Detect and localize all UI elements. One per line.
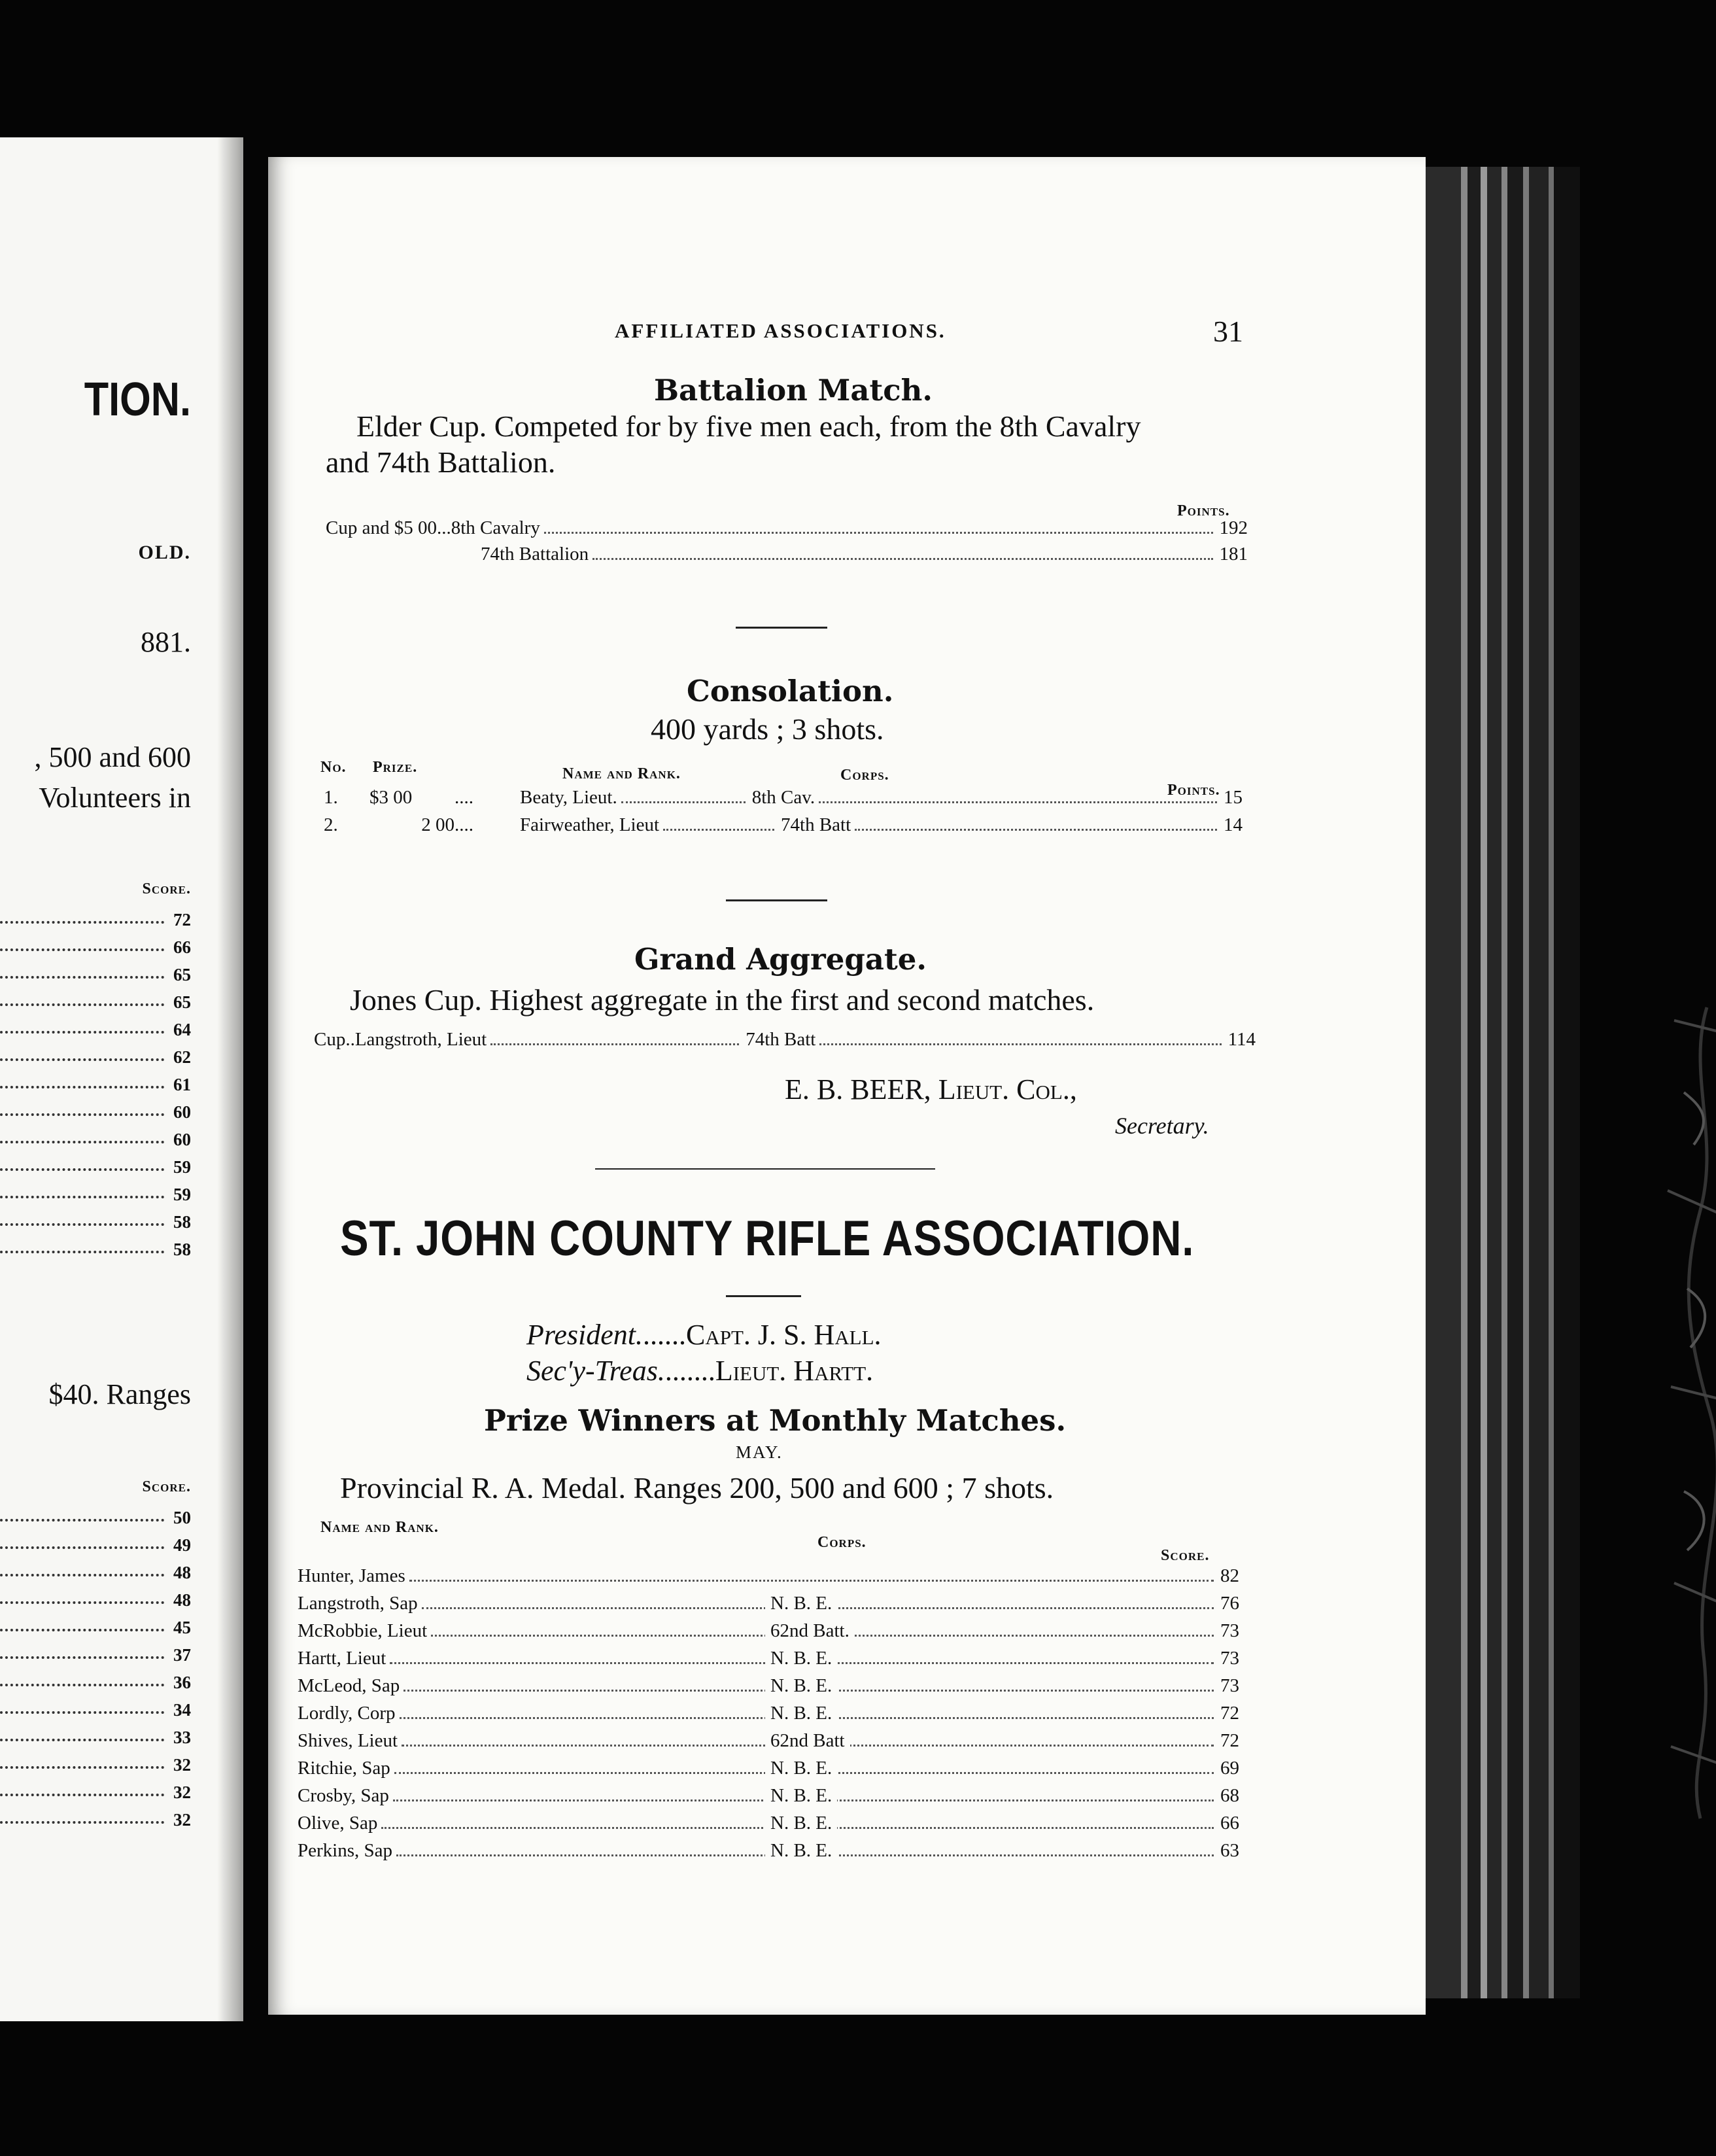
left-score-row [0,1151,191,1177]
winner-row [298,1618,1239,1642]
left-score-value: 65 [173,965,191,984]
winner-score: 69 [1220,1758,1239,1779]
section-rule [726,899,827,901]
winner-name: Shives, Lieut [298,1730,398,1751]
consolation-subtitle: 400 yards ; 3 shots. [651,712,884,746]
left-score-value: 33 [173,1728,191,1747]
left-score-row [0,1069,191,1095]
battalion-points: 181 [1219,544,1248,565]
left-intro-line-2: Volunteers in [39,782,191,814]
winner-name: Perkins, Sap [298,1840,392,1861]
handwritten-margin-note [1648,994,1716,1832]
consolation-points: 14 [1224,814,1243,835]
battalion-row [326,515,1248,539]
left-score-value: 34 [173,1700,191,1720]
left-score-row [0,1694,191,1720]
section-rule [736,627,827,629]
winners-header-corps: Corps. [817,1534,867,1551]
month-label: MAY. [736,1442,783,1462]
consolation-header-prize: Prize. [373,759,418,776]
left-score-value: 59 [173,1157,191,1177]
consolation-row: 1. $3 00 .... Beaty, Lieut. 8th Cav. 15 [324,787,1243,808]
winner-row [298,1783,1239,1807]
battalion-desc-line-1: Elder Cup. Competed for by five men each, from the 8th Cavalry [356,409,1141,443]
winner-corps: N. B. E. [765,1675,837,1697]
winner-score: 72 [1220,1730,1239,1751]
winner-score: 73 [1220,1620,1239,1641]
grand-aggregate-name: Langstroth, Lieut [354,1029,487,1050]
left-score-value: 58 [173,1240,191,1259]
winner-name: Hartt, Lieut [298,1648,386,1669]
winner-score: 76 [1220,1593,1239,1614]
left-score-row [0,1179,191,1205]
consolation-row: 2. 2 00 .... Fairweather, Lieut 74th Batt 14 [324,814,1243,835]
left-score-row [0,1777,191,1803]
left-score-value: 59 [173,1185,191,1204]
grand-aggregate-points: 114 [1227,1029,1256,1050]
left-score-value: 32 [173,1782,191,1802]
page-number: 31 [1213,315,1243,348]
left-score-row [0,904,191,930]
left-score-row [0,1502,191,1528]
winner-score: 73 [1220,1648,1239,1669]
left-score-value: 65 [173,992,191,1012]
winners-header-score: Score. [1161,1547,1210,1564]
left-score-header-2: Score. [142,1478,191,1495]
left-score-row [0,1041,191,1068]
left-score-value: 60 [173,1102,191,1122]
battalion-row [481,542,1248,565]
left-score-row [0,1234,191,1260]
grand-aggregate-prize: Cup.. [314,1029,355,1050]
left-score-row [0,1612,191,1638]
consolation-no: 2. [324,814,338,835]
left-score-row [0,1557,191,1583]
prize-winners-title: Prize Winners at Monthly Matches. [484,1403,1067,1438]
battalion-corps: 8th Cavalry [451,517,540,538]
secretary-line: Sec'y-Treas........Lieut. Hartt. [526,1355,874,1387]
left-score-row [0,1124,191,1150]
grand-aggregate-corps: 74th Batt [746,1029,816,1050]
winner-row [298,1673,1239,1697]
left-score-value: 64 [173,1020,191,1039]
winner-score: 68 [1220,1785,1239,1806]
left-score-row [0,986,191,1013]
left-score-value: 72 [173,910,191,930]
page-gutter-shadow [217,137,243,2021]
left-score-row [0,1722,191,1748]
consolation-corps: 8th Cav. [751,787,815,808]
left-score-value: 49 [173,1535,191,1555]
left-score-value: 36 [173,1673,191,1692]
winner-corps: N. B. E. [765,1703,837,1724]
left-score-value: 50 [173,1508,191,1527]
winner-row [298,1838,1239,1862]
left-score-row [0,931,191,958]
winner-corps: N. B. E. [765,1593,837,1614]
winner-name: Olive, Sap [298,1813,378,1834]
left-score-row [0,1529,191,1556]
left-score-row [0,1804,191,1830]
consolation-header-points: Points. [1167,782,1220,799]
left-subhead-fragment: OLD. [138,542,191,563]
battalion-points: 192 [1219,517,1248,538]
winner-name: Lordly, Corp [298,1703,396,1724]
left-score-value: 32 [173,1755,191,1775]
left-score-value: 61 [173,1075,191,1094]
winner-row [298,1728,1239,1752]
battalion-desc-line-2: and 74th Battalion. [326,445,556,479]
left-score-value: 37 [173,1645,191,1665]
left-score-row [0,959,191,985]
consolation-corps: 74th Batt [781,814,851,835]
grand-aggregate-row [314,1027,1256,1051]
left-score-value: 66 [173,937,191,957]
winner-row [298,1811,1239,1834]
consolation-name: Fairweather, Lieut [520,814,660,835]
left-score-row [0,1206,191,1232]
left-score-value: 48 [173,1590,191,1610]
left-score-value: 58 [173,1212,191,1232]
signature-title: Secretary. [1115,1113,1209,1139]
left-score-row [0,1584,191,1610]
battalion-match-title: Battalion Match. [654,373,933,408]
signature-name: E. B. BEER, [785,1073,931,1105]
winner-row [298,1591,1239,1614]
left-score-value: 32 [173,1810,191,1830]
consolation-header-no: No. [320,759,347,776]
left-prize-line: $40. Ranges [48,1378,191,1410]
winner-row [298,1563,1239,1587]
winner-name: Hunter, James [298,1565,405,1586]
consolation-prize: $3 00 [369,787,413,808]
left-score-row [0,1667,191,1693]
facing-page-left [0,137,243,2021]
winner-score: 73 [1220,1675,1239,1696]
winner-name: McLeod, Sap [298,1675,400,1696]
winner-name: Crosby, Sap [298,1785,389,1806]
consolation-no: 1. [324,787,338,808]
winners-header-name: Name and Rank. [320,1519,439,1536]
winner-corps: N. B. E. [765,1840,837,1862]
consolation-points: 15 [1224,787,1243,808]
left-score-value: 45 [173,1618,191,1637]
left-score-value: 62 [173,1047,191,1067]
consolation-header-corps: Corps. [840,767,889,784]
running-head: AFFILIATED ASSOCIATIONS. [615,319,946,342]
president-line: President.......Capt. J. S. Hall. [526,1319,882,1351]
battalion-prize: Cup and $5 00... [326,517,451,538]
secretary-name: Lieut. Hartt. [715,1355,874,1387]
left-intro-line-1: , 500 and 600 [34,741,191,773]
winner-score: 66 [1220,1813,1239,1834]
monthly-desc: Provincial R. A. Medal. Ranges 200, 500 and 600 ; 7 shots. [340,1471,1054,1504]
left-score-value: 60 [173,1130,191,1149]
left-score-row [0,1014,191,1040]
winner-name: Langstroth, Sap [298,1593,418,1614]
winner-row [298,1756,1239,1779]
winner-corps: N. B. E. [765,1758,837,1779]
association-title: ST. JOHN COUNTY RIFLE ASSOCIATION. [340,1211,1195,1266]
winner-name: Ritchie, Sap [298,1758,390,1779]
winner-corps: 62nd Batt [765,1730,850,1752]
secretary-label: Sec'y-Treas. [526,1355,665,1387]
winner-corps: N. B. E. [765,1785,837,1807]
winner-score: 63 [1220,1840,1239,1861]
winner-score: 82 [1220,1565,1239,1586]
left-score-header-1: Score. [142,880,191,897]
signature [785,1073,1077,1106]
grand-aggregate-title: Grand Aggregate. [634,942,927,977]
winner-name: McRobbie, Lieut [298,1620,428,1641]
consolation-title: Consolation. [687,674,894,708]
section-rule [595,1168,935,1170]
left-heading-fragment: TION. [84,374,191,426]
battalion-corps: 74th Battalion [481,544,589,565]
winner-corps: 62nd Batt. [765,1620,855,1642]
winner-row [298,1646,1239,1669]
winner-corps: N. B. E. [765,1813,837,1834]
grand-aggregate-desc: Jones Cup. Highest aggregate in the first and second matches. [350,983,1095,1017]
winner-row [298,1701,1239,1724]
section-rule [726,1295,801,1297]
winner-score: 72 [1220,1703,1239,1724]
winner-corps: N. B. E. [765,1648,837,1669]
left-year-fragment: 881. [141,626,191,658]
left-score-row [0,1639,191,1665]
main-page [268,157,1426,2015]
left-score-row [0,1096,191,1122]
left-score-row [0,1749,191,1775]
consolation-name: Beaty, Lieut. [520,787,617,808]
consolation-prize: 2 00 [421,814,455,835]
consolation-header-name: Name and Rank. [562,765,681,782]
left-score-value: 48 [173,1563,191,1582]
battalion-points-header: Points. [1177,502,1230,519]
president-label: President. [526,1319,643,1351]
president-name: Capt. J. S. Hall. [686,1319,882,1351]
signature-rank: Lieut. Col., [938,1073,1077,1105]
